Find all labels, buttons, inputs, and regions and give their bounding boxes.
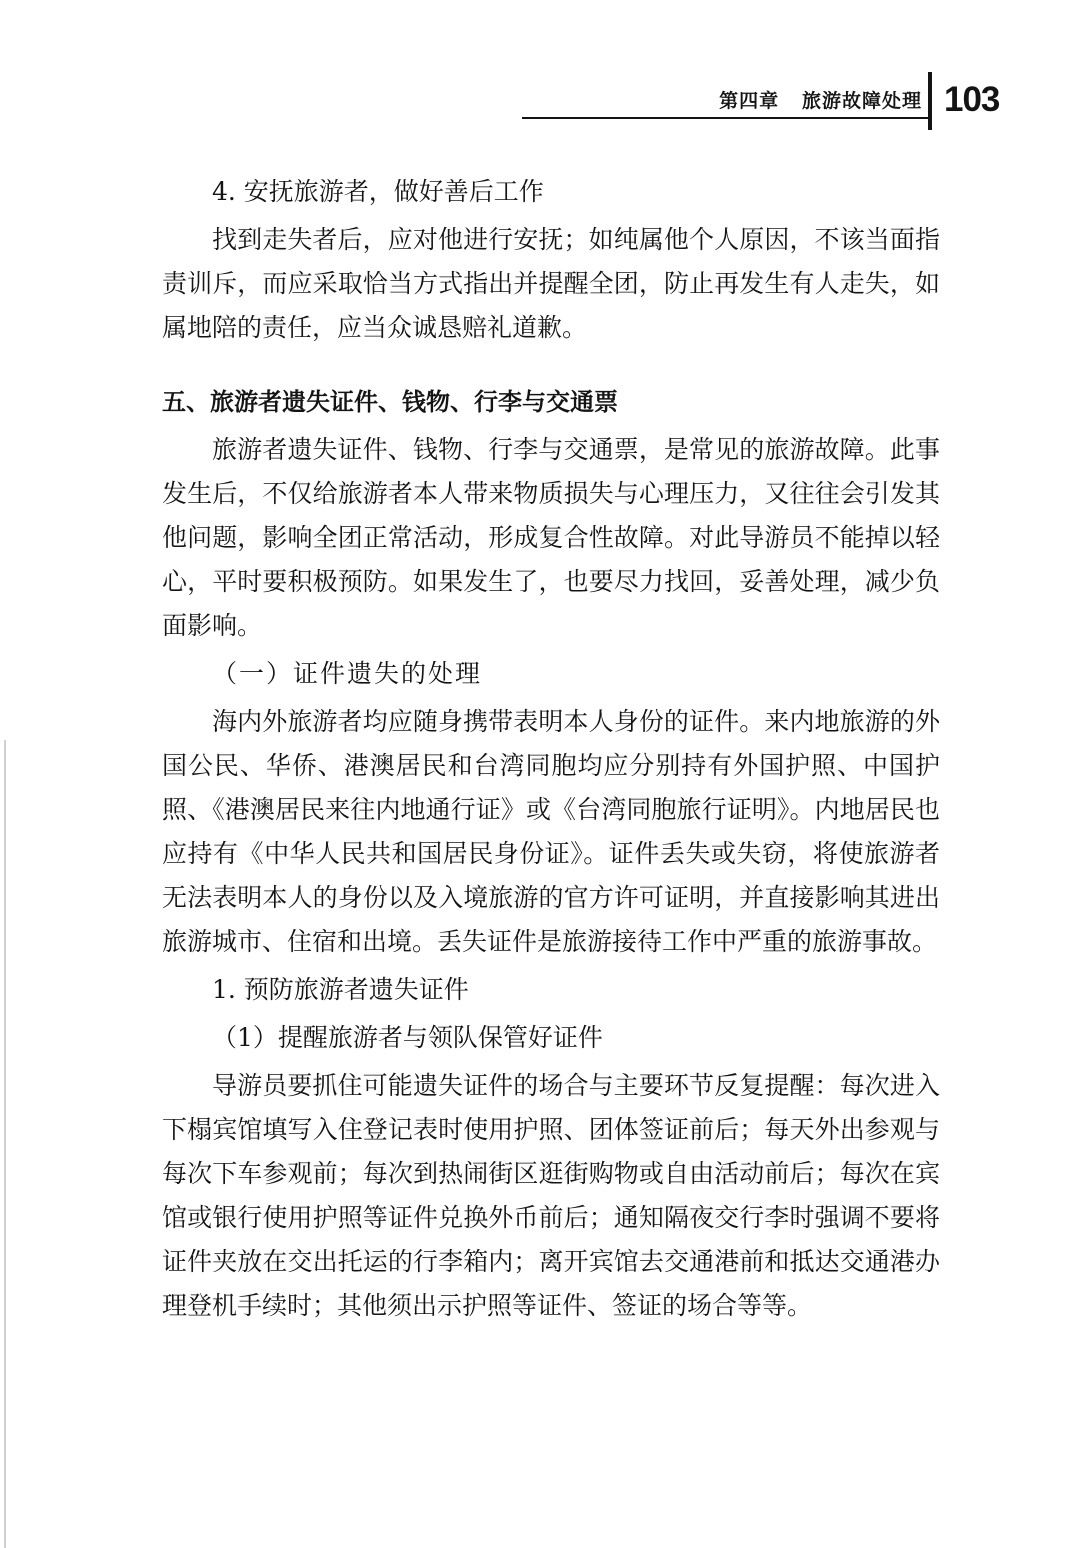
header-rule xyxy=(522,117,932,119)
chapter-title: 第四章 旅游故障处理 xyxy=(719,90,922,112)
item4-paragraph: 找到走失者后，应对他进行安抚；如纯属他个人原因，不该当面指责训斥，而应采取恰当方式指出并提醒全团，防止再发生有人走失，如属地陪的责任，应当众诚恳赔礼道歉。 xyxy=(162,225,940,342)
point1-heading: 1. 预防旅游者遗失证件 xyxy=(212,975,469,1004)
sub1-heading: （一）证件遗失的处理 xyxy=(212,659,483,688)
sub1-paragraph: 海内外旅游者均应随身携带表明本人身份的证件。来内地旅游的外国公民、华侨、港澳居民和台湾同胞均应分别持有外国护照、中国护照、《港澳居民来往内地通行证》或《台湾同胞旅行证明》。内地居民也应持有《中华人民共和国居民身份证》。证件丢失或失窃，将使旅游者无法表明本人的身份以及入境旅游的官方许可证明，并直接影响其进出旅游城市、住宿和出境。丢失证件是旅游接待工作中严重的旅游事故。 xyxy=(162,707,940,956)
point1-1-heading: （1）提醒旅游者与领队保管好证件 xyxy=(212,1023,603,1052)
point1-1-paragraph: 导游员要抓住可能遗失证件的场合与主要环节反复提醒：每次进入下榻宾馆填写入住登记表时使用护照、团体签证前后；每天外出参观与每次下车参观前；每次到热闹街区逛街购物或自由活动前后；每次在宾馆或银行使用护照等证件兑换外币前后；通知隔夜交行李时强调不要将证件夹放在交出托运的行李箱内；离开宾馆去交通港前和抵达交通港办理登机手续时；其他须出示护照等证件、签证的场合等等。 xyxy=(162,1071,940,1320)
scan-edge-line xyxy=(4,740,6,1548)
header-divider xyxy=(928,72,932,130)
page-number: 103 xyxy=(944,80,1000,119)
section5-heading: 五、旅游者遗失证件、钱物、行李与交通票 xyxy=(162,388,618,416)
section5-paragraph: 旅游者遗失证件、钱物、行李与交通票，是常见的旅游故障。此事发生后，不仅给旅游者本人带来物质损失与心理压力，又往往会引发其他问题，影响全团正常活动，形成复合性故障。对此导游员不能掉以轻心，平时要积极预防。如果发生了，也要尽力找回，妥善处理，减少负面影响。 xyxy=(162,435,940,640)
item4-heading: 4. 安抚旅游者，做好善后工作 xyxy=(212,177,544,206)
running-header xyxy=(0,0,1080,140)
page-body xyxy=(162,170,940,1332)
